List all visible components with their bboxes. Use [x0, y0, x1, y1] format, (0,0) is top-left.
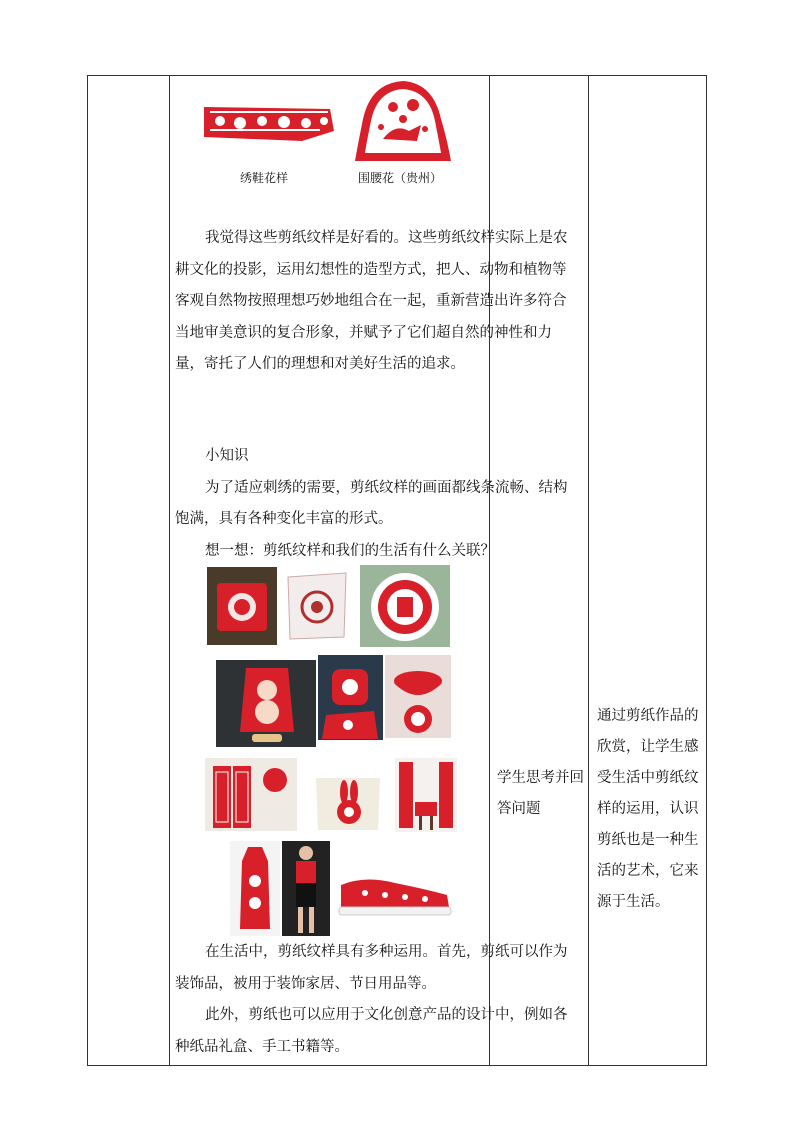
shoe-pattern-image	[202, 97, 337, 147]
model-photo	[282, 841, 330, 936]
paragraph-knowledge: 为了适应刺绣的需要，剪纸纹样的画面都线条流畅、结构饱满，具有各种变化丰富的形式。	[175, 479, 568, 527]
paragraph-creative: 此外，剪纸也可以应用于文化创意产品的设计中，例如各种纸品礼盒、手工书籍等。	[175, 1007, 568, 1055]
table-divider-3	[588, 75, 589, 1066]
design-intent-cell: 通过剪纸作品的欣赏，让学生感受生活中剪纸纹样的运用，认识剪纸也是一种生活的艺术，它来源于生活。	[597, 708, 699, 910]
knowledge-heading: 小知识	[205, 448, 249, 464]
pillow-photo	[207, 567, 277, 645]
sneaker-photo	[335, 863, 455, 923]
lantern-photo	[318, 655, 383, 740]
paragraph-usage: 在生活中，剪纸纹样具有多种运用。首先，剪纸可以作为装饰品，被用于装饰家居、节日用品等。	[175, 944, 568, 992]
plate-photo	[360, 565, 450, 647]
lamp-photo	[216, 660, 316, 747]
content-column	[170, 75, 572, 1066]
lesson-table	[87, 75, 707, 1066]
table-border-left	[87, 75, 88, 1066]
apron-pattern-image	[353, 79, 453, 164]
shoe-pattern-caption: 绣鞋花样	[240, 171, 289, 185]
paragraph-question: 想一想：剪纸纹样和我们的生活有什么关联？	[205, 542, 495, 559]
bag-photo	[308, 758, 388, 833]
apron-pattern-caption: 围腰花（贵州）	[358, 171, 443, 185]
student-activity-cell: 学生思考并回答问题	[497, 770, 584, 817]
paragraph-aesthetic: 我觉得这些剪纸纹样是好看的。这些剪纸纹样实际上是农耕文化的投影，运用幻想性的造型方式，把人、动物和植物等客观自然物按照理想巧妙地组合在一起，重新营造出许多符合当地审美意识的复合形象，并赋予了它们超自然的神性和力量，寄托了人们的理想和对美好生活的追求。	[175, 230, 568, 372]
screen-photo	[205, 758, 297, 831]
room-photo	[395, 758, 457, 832]
cushion-photo	[282, 567, 352, 645]
dress-photo	[230, 841, 280, 936]
bowl-photo	[385, 655, 451, 738]
